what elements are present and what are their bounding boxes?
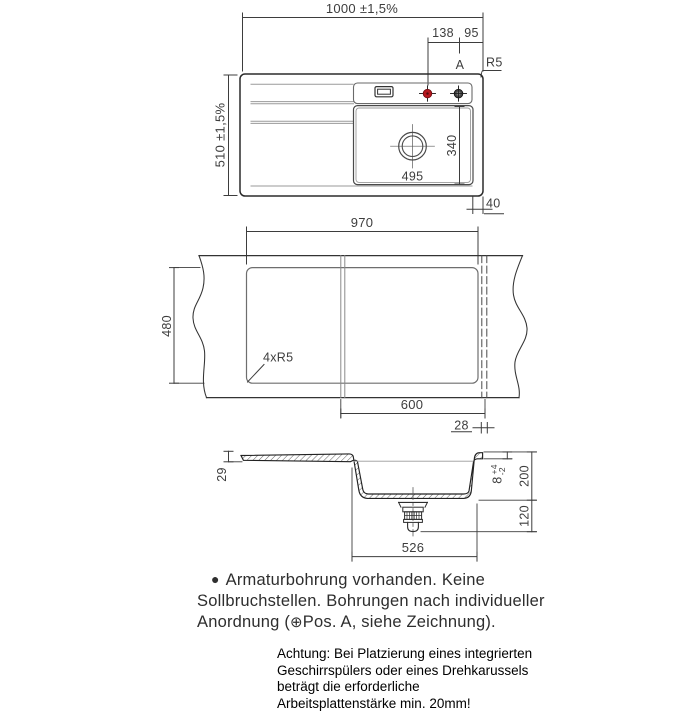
dim-label-340: 340 [445,135,459,157]
label-position-a: A [456,58,465,72]
dim-label-138: 138 [432,26,454,40]
position-symbol-icon: ⊕ [290,614,303,631]
warning-line-2: Geschirrspülers oder eines Drehkarussels [277,663,547,680]
dim-label-1000: 1000 ±1,5% [326,1,398,16]
break-line-left [193,256,207,398]
faucet-hole-marker [420,86,436,101]
overflow-knob [375,87,393,97]
notes-line-1: ● Armaturbohrung vorhanden. Keine [211,569,527,591]
warning-line-3: beträgt die erforderliche [277,679,547,696]
warning-line-4: Arbeitsplattenstärke min. 20mm! [277,696,547,712]
dim-label-40: 40 [486,197,501,211]
label-4xr5: 4xR5 [263,351,293,365]
dim-label-8: $8^{+4}-2$ [489,464,507,484]
dim-rim-height [224,451,242,462]
dim-cutout-width [247,227,479,264]
break-line-right [513,256,527,398]
worktop-edges [193,256,527,398]
r5-leader-line [481,71,501,78]
dim-label-480: 480 [160,315,174,337]
dim-label-120: 120 [518,505,532,527]
cutout-view [160,215,527,433]
notes-line-2: Sollbruchstellen. Bohrungen nach individueller [197,591,527,612]
dim-label-495: 495 [402,170,424,184]
dim-label-970: 970 [351,215,374,230]
drain-hole [391,125,435,169]
dim-label-200: 200 [518,465,532,487]
section-profile [241,453,483,499]
section-view [215,451,537,561]
dim-cutout-height [170,268,205,384]
notes-block [197,569,527,633]
plan-view [213,1,504,214]
dim-label-510: 510 ±1,5% [213,102,228,167]
dim-edge-thickness [503,452,512,459]
position-a-marker [451,86,467,101]
dim-label-600: 600 [401,397,424,412]
bullet-icon: ● [211,571,220,587]
dim-label-95: 95 [464,26,479,40]
dim-label-29: 29 [215,467,229,482]
label-r5: R5 [486,56,503,70]
cabinet-lines [341,256,487,398]
r5-corner-leader [248,365,265,383]
warning-line-1: Achtung: Bei Platzierung eines integrierten [277,646,547,663]
drainer-lines [251,84,472,186]
cutout-rect [247,268,479,384]
notes-line-3: Anordnung (⊕Pos. A, siehe Zeichnung). [197,612,527,633]
dim-label-526: 526 [402,540,425,555]
warning-block [277,646,547,712]
dim-label-28: 28 [454,419,469,433]
